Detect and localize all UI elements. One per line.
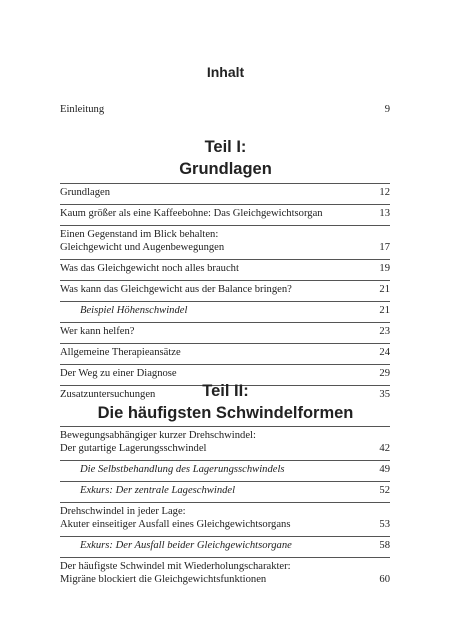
toc-divider [60,204,390,205]
toc-divider [60,259,390,260]
part2-title [0,380,451,424]
toc-entry[interactable] [60,505,390,531]
toc-entry[interactable] [60,283,390,296]
toc-divider [60,343,390,344]
toc-entry[interactable] [60,367,390,380]
toc-entry-label: Beispiel Höhenschwindel [80,305,188,316]
toc-entry-label: Migräne blockiert die Gleichgewichtsfunktionen [60,574,267,585]
toc-entry-label: Exkurs: Der Ausfall beider Gleichgewichtsorgane [80,540,292,551]
toc-entry[interactable] [60,304,390,317]
toc-entry-label: Drehschwindel in jeder Lage: [60,506,186,517]
part1-title-line1: Teil I: [204,138,247,156]
toc-divider [60,322,390,323]
toc-divider [60,280,390,281]
toc-entry[interactable] [60,186,390,199]
toc-entry-page: 17 [379,242,390,253]
toc-entry-page: 29 [379,368,390,379]
page-title: Inhalt [206,64,245,80]
toc-divider [60,426,390,427]
toc-entry-page: 21 [379,284,390,295]
toc-entry-label: Wer kann helfen? [60,326,135,337]
toc-entry[interactable] [60,325,390,338]
toc-entry-label: Der gutartige Lagerungsschwindel [60,443,207,454]
toc-entry-label: Die Selbstbehandlung des Lagerungsschwindels [80,464,285,475]
toc-entry-label: Gleichgewicht und Augenbewegungen [60,242,225,253]
toc-entry-page: 58 [379,540,390,551]
toc-entry-page: 42 [379,443,390,454]
toc-entry-label: Bewegungsabhängiger kurzer Drehschwindel: [60,430,256,441]
toc-entry[interactable] [60,262,390,275]
part1-title [0,136,451,180]
toc-entry-page: 52 [379,485,390,496]
toc-entry-label: Der Weg zu einer Diagnose [60,368,177,379]
toc-entry-intro[interactable] [60,103,390,116]
toc-divider [60,536,390,537]
toc-divider [60,460,390,461]
toc-divider [60,557,390,558]
toc-entry-page: 23 [379,326,390,337]
toc-entry-label: Kaum größer als eine Kaffeebohne: Das Gleichgewichtsorgan [60,208,323,219]
toc-entry[interactable] [60,484,390,497]
toc-entry[interactable] [60,539,390,552]
part1-title-line2: Grundlagen [179,160,272,178]
toc-entry-label: Zusatzuntersuchungen [60,389,156,400]
toc-entry-label: Was kann das Gleichgewicht aus der Balance bringen? [60,284,292,295]
toc-divider [60,481,390,482]
toc-entry[interactable] [60,207,390,220]
toc-divider [60,502,390,503]
toc-entry[interactable] [60,228,390,254]
toc-entry-page: 24 [379,347,390,358]
toc-divider [60,225,390,226]
toc-entry-page: 49 [379,464,390,475]
toc-divider [60,364,390,365]
toc-entry-label: Grundlagen [60,187,111,198]
toc-entry-page: 60 [379,574,390,585]
toc-entry-page: 21 [379,305,390,316]
toc-entry-label: Einen Gegenstand im Blick behalten: [60,229,219,240]
toc-entry[interactable] [60,560,390,586]
toc-entry-page: 19 [379,263,390,274]
toc-divider [60,301,390,302]
toc-entry-page: 53 [379,519,390,530]
toc-entry-page: 35 [379,389,390,400]
part2-title-line1: Teil II: [202,382,249,400]
toc-entry[interactable] [60,429,390,455]
toc-entry-page: 13 [379,208,390,219]
toc-entry-label: Akuter einseitiger Ausfall eines Gleichgewichtsorgans [60,519,291,530]
toc-entry-page: 12 [379,187,390,198]
toc-entry[interactable] [60,463,390,476]
part2-title-line2: Die häufigsten Schwindelformen [97,404,354,422]
toc-divider [60,183,390,184]
toc-entry-label: Einleitung [60,104,105,115]
toc-entry-label: Was das Gleichgewicht noch alles braucht [60,263,239,274]
toc-entry-page: 9 [384,104,390,115]
toc-entry-label: Exkurs: Der zentrale Lageschwindel [80,485,236,496]
toc-entry-label: Allgemeine Therapieansätze [60,347,181,358]
toc-entry[interactable] [60,346,390,359]
toc-entry-label: Der häufigste Schwindel mit Wiederholungscharakter: [60,561,291,572]
